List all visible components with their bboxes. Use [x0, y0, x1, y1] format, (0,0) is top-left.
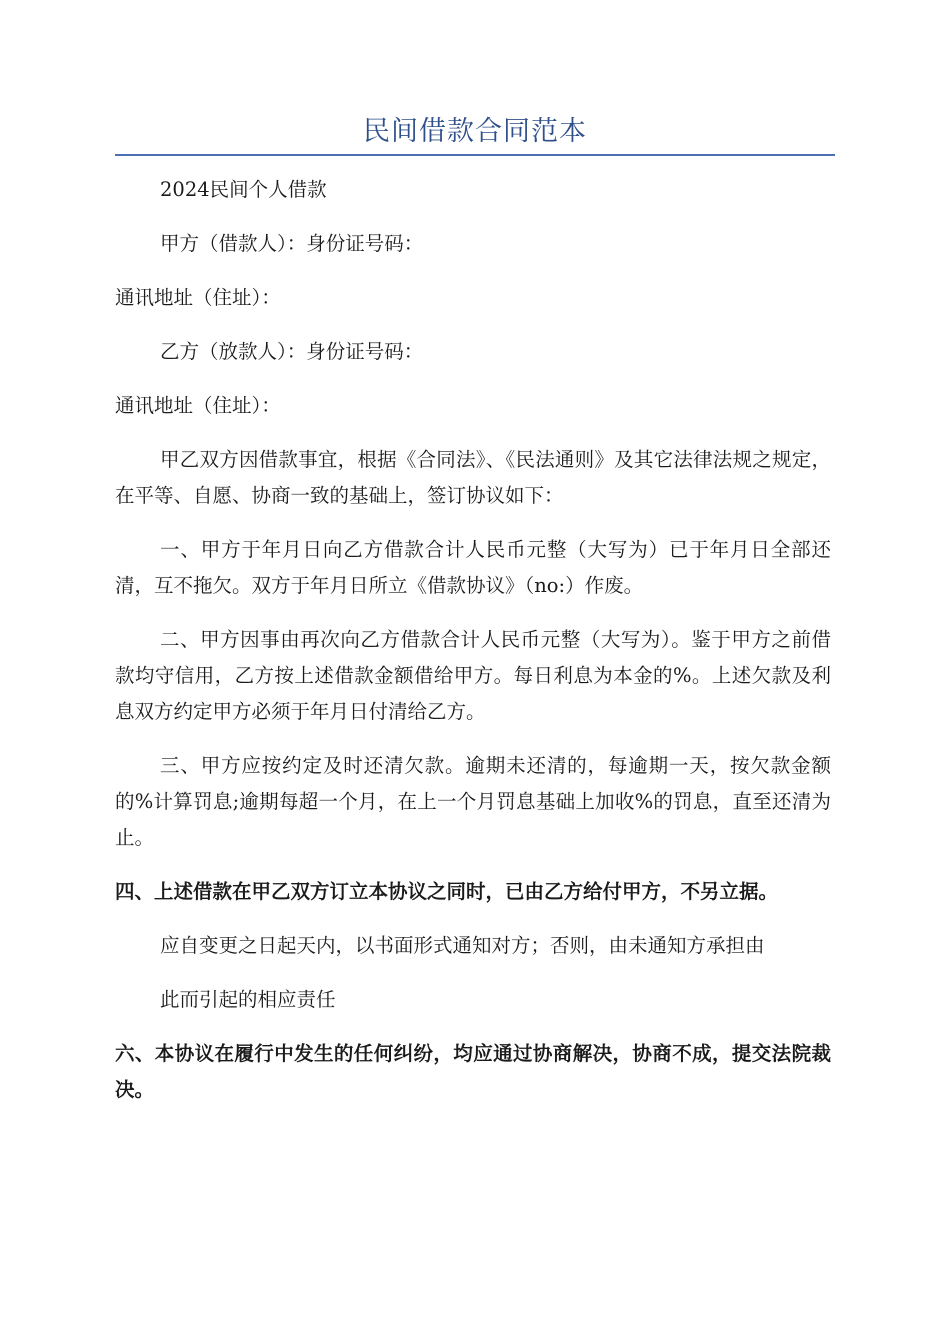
document-title: 民间借款合同范本 [363, 116, 587, 147]
paragraph-clause-6: 六、本协议在履行中发生的任何纠纷，均应通过协商解决，协商不成，提交法院裁决。 [115, 1042, 831, 1101]
paragraph-clause-3: 三、甲方应按约定及时还清欠款。逾期未还清的，每逾期一天，按欠款金额的%计算罚息;逾期每超一个月，在上一个月罚息基础上加收%的罚息，直至还清为止。 [115, 754, 831, 849]
paragraph-preamble: 甲乙双方因借款事宜，根据《合同法》、《民法通则》及其它法律法规之规定，在平等、自愿、协商一致的基础上，签订协议如下： [115, 448, 831, 507]
paragraph-party-b-address: 通讯地址（住址）： [115, 394, 281, 417]
paragraph-heading: 2024民间个人借款 [160, 178, 327, 201]
paragraph-liability: 此而引起的相应责任 [160, 988, 336, 1011]
paragraph-clause-4: 四、上述借款在甲乙双方订立本协议之同时，已由乙方给付甲方，不另立据。 [115, 880, 779, 903]
paragraph-clause-1: 一、甲方于年月日向乙方借款合计人民币元整（大写为）已于年月日全部还清，互不拖欠。双方于年月日所立《借款协议》（no:）作废。 [115, 538, 831, 597]
paragraph-party-a-address: 通讯地址（住址）： [115, 286, 281, 309]
paragraph-notice: 应自变更之日起天内，以书面形式通知对方；否则，由未通知方承担由 [160, 934, 765, 957]
title-underline [115, 154, 835, 156]
paragraph-party-a: 甲方（借款人）：身份证号码： [160, 232, 424, 255]
document-body [115, 172, 831, 1126]
paragraph-clause-2: 二、甲方因事由再次向乙方借款合计人民币元整（大写为）。鉴于甲方之前借款均守信用，乙方按上述借款金额借给甲方。每日利息为本金的%。上述欠款及利息双方约定甲方必须于年月日付清给乙方。 [115, 628, 831, 723]
paragraph-party-b: 乙方（放款人）：身份证号码： [160, 340, 424, 363]
